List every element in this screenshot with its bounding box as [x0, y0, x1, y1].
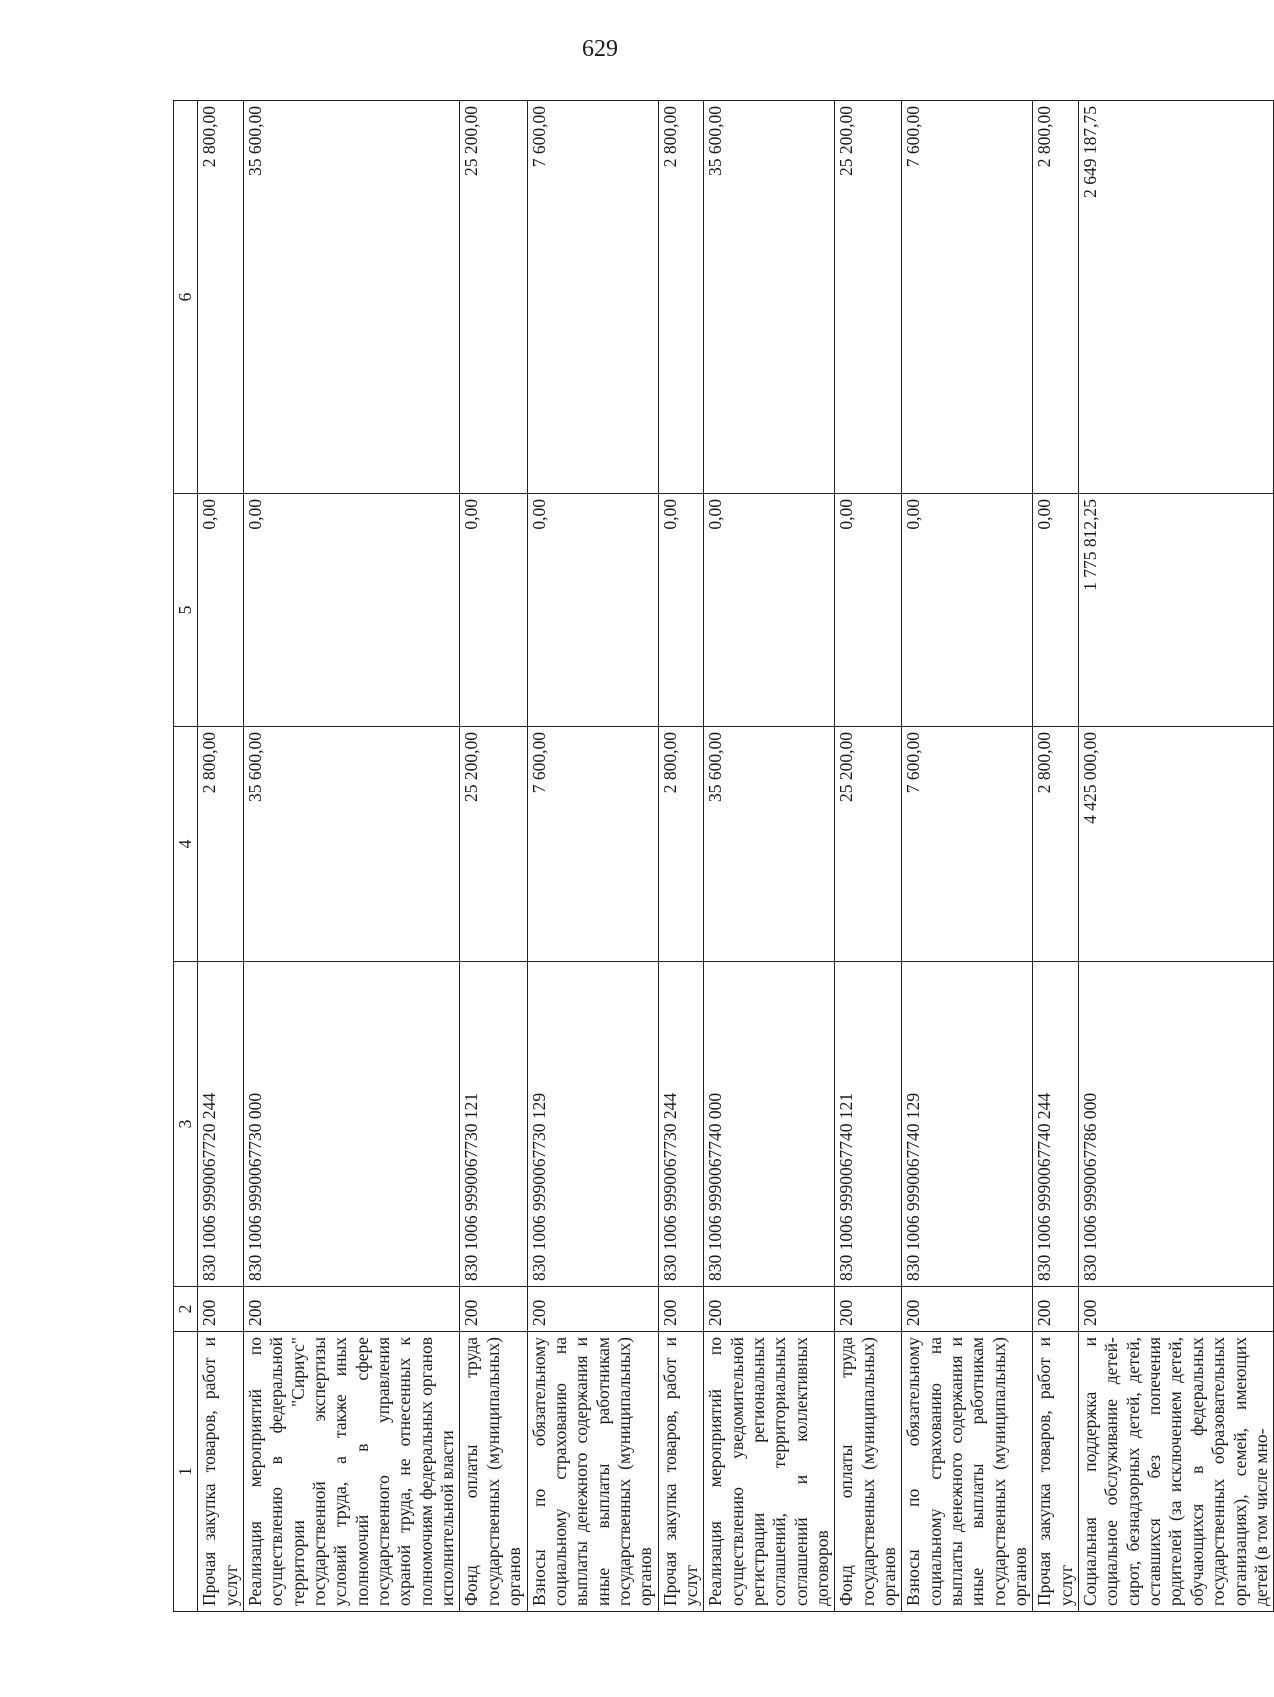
row-description: Прочая закупка товаров, работ и услуг — [1033, 1332, 1079, 1612]
row-code: 200 — [835, 1287, 902, 1332]
row-col6: 7 600,00 — [902, 101, 1033, 494]
table-row — [704, 101, 835, 1612]
row-col6: 7 600,00 — [527, 101, 658, 494]
row-col6: 2 800,00 — [1033, 101, 1079, 494]
row-description: Социальная поддержка и социальное обслуживание детей-сирот, безнадзорных детей, детей, оставшихся без попечения родителей (за исключением детей, обучающихся в федеральных государственных образовательных организациях), семей, имеющих детей (в том числе мно- — [1079, 1332, 1274, 1612]
row-col5: 0,00 — [704, 494, 835, 727]
row-budget-code: 830 1006 9990067730 244 — [658, 962, 704, 1287]
row-col5: 0,00 — [1033, 494, 1079, 727]
row-description: Взносы по обязательному социальному страхованию на выплаты денежного содержания и иные выплаты работникам государственных (муниципальных) органов — [527, 1332, 658, 1612]
row-col4: 2 800,00 — [658, 727, 704, 962]
row-col4: 25 200,00 — [835, 727, 902, 962]
table-row — [1033, 101, 1079, 1612]
header-cell: 3 — [174, 962, 198, 1287]
page-number: 629 — [582, 36, 618, 62]
header-cell: 6 — [174, 101, 198, 494]
row-col6: 35 600,00 — [244, 101, 460, 494]
row-code: 200 — [704, 1287, 835, 1332]
row-col5: 1 775 812,25 — [1079, 494, 1274, 727]
row-col4: 7 600,00 — [527, 727, 658, 962]
table-row — [902, 101, 1033, 1612]
row-budget-code: 830 1006 9990067740 000 — [704, 962, 835, 1287]
row-col5: 0,00 — [658, 494, 704, 727]
row-budget-code: 830 1006 9990067786 000 — [1079, 962, 1274, 1287]
row-code: 200 — [244, 1287, 460, 1332]
row-col5: 0,00 — [835, 494, 902, 727]
header-cell: 4 — [174, 727, 198, 962]
row-col4: 7 600,00 — [902, 727, 1033, 962]
header-cell: 2 — [174, 1287, 198, 1332]
row-budget-code: 830 1006 9990067730 121 — [460, 962, 527, 1287]
row-description: Взносы по обязательному социальному страхованию на выплаты денежного содержания и иные выплаты работникам государственных (муниципальных) органов — [902, 1332, 1033, 1612]
row-description: Фонд оплаты труда государственных (муниципальных) органов — [460, 1332, 527, 1612]
table-row — [835, 101, 902, 1612]
budget-table — [173, 100, 1274, 1612]
row-col6: 25 200,00 — [835, 101, 902, 494]
row-description: Реализация мероприятий по осуществлению в федеральной территории "Сириус" государственной экспертизы условий труда, а также иных полномочий в сфере государственного управления охраной труда, не отнесенных к полномочиям федеральных органов исполнительной власти — [244, 1332, 460, 1612]
row-description: Прочая закупка товаров, работ и услуг — [198, 1332, 244, 1612]
row-col4: 25 200,00 — [460, 727, 527, 962]
row-col5: 0,00 — [527, 494, 658, 727]
header-cell: 5 — [174, 494, 198, 727]
row-col6: 2 800,00 — [198, 101, 244, 494]
row-col6: 35 600,00 — [704, 101, 835, 494]
row-code: 200 — [460, 1287, 527, 1332]
row-code: 200 — [527, 1287, 658, 1332]
row-budget-code: 830 1006 9990067720 244 — [198, 962, 244, 1287]
row-col5: 0,00 — [198, 494, 244, 727]
table-header-row — [174, 101, 198, 1612]
row-description: Прочая закупка товаров, работ и услуг — [658, 1332, 704, 1612]
row-code: 200 — [198, 1287, 244, 1332]
row-budget-code: 830 1006 9990067730 129 — [527, 962, 658, 1287]
row-code: 200 — [902, 1287, 1033, 1332]
table-row — [460, 101, 527, 1612]
budget-table-container — [173, 101, 1271, 1612]
header-cell: 1 — [174, 1332, 198, 1612]
row-col5: 0,00 — [902, 494, 1033, 727]
table-row — [658, 101, 704, 1612]
row-col4: 2 800,00 — [1033, 727, 1079, 962]
row-code: 200 — [1033, 1287, 1079, 1332]
row-col4: 4 425 000,00 — [1079, 727, 1274, 962]
row-description: Реализация мероприятий по осуществлению уведомительной регистрации региональных соглашений, территориальных соглашений и коллективных договоров — [704, 1332, 835, 1612]
table-row — [198, 101, 244, 1612]
row-col4: 2 800,00 — [198, 727, 244, 962]
row-col5: 0,00 — [244, 494, 460, 727]
row-col4: 35 600,00 — [704, 727, 835, 962]
row-col5: 0,00 — [460, 494, 527, 727]
row-budget-code: 830 1006 9990067730 000 — [244, 962, 460, 1287]
table-row — [527, 101, 658, 1612]
row-col4: 35 600,00 — [244, 727, 460, 962]
row-description: Фонд оплаты труда государственных (муниципальных) органов — [835, 1332, 902, 1612]
table-row — [1079, 101, 1274, 1612]
row-col6: 2 649 187,75 — [1079, 101, 1274, 494]
row-code: 200 — [658, 1287, 704, 1332]
row-budget-code: 830 1006 9990067740 129 — [902, 962, 1033, 1287]
table-row — [244, 101, 460, 1612]
row-col6: 25 200,00 — [460, 101, 527, 494]
row-col6: 2 800,00 — [658, 101, 704, 494]
row-budget-code: 830 1006 9990067740 244 — [1033, 962, 1079, 1287]
row-code: 200 — [1079, 1287, 1274, 1332]
row-budget-code: 830 1006 9990067740 121 — [835, 962, 902, 1287]
